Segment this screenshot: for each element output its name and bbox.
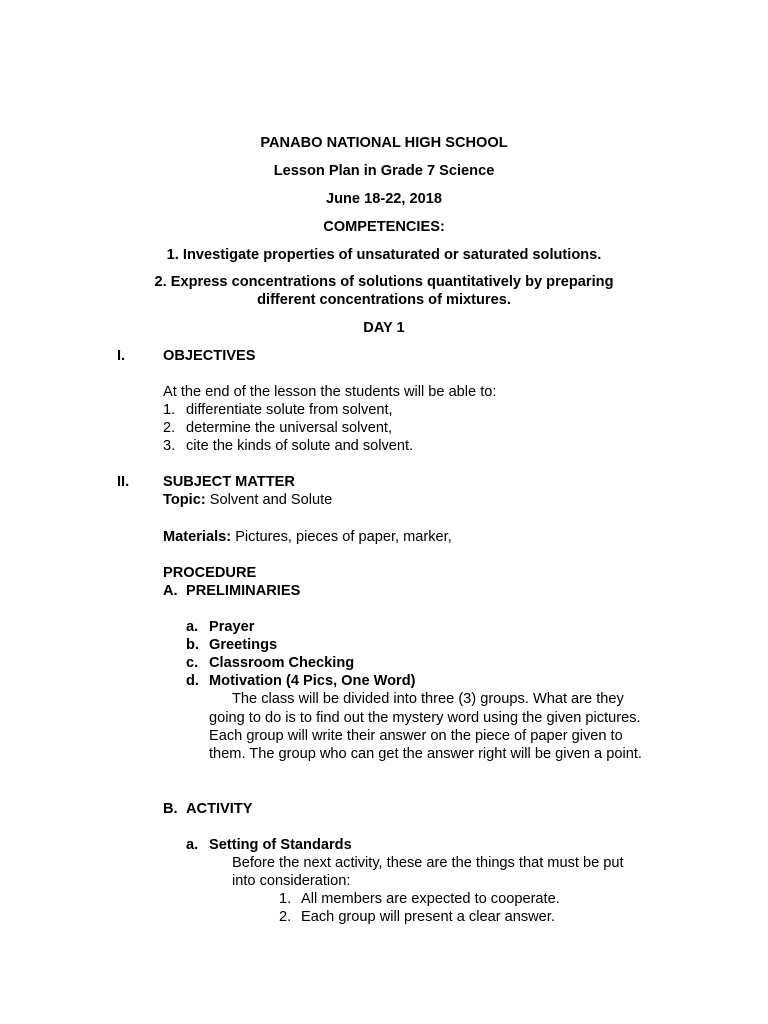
activity-letter: B. [163, 801, 178, 817]
competency-2-line-2: different concentrations of mixtures. [257, 292, 511, 308]
rule-item: All members are expected to cooperate. [301, 891, 560, 907]
objective-item: differentiate solute from solvent, [186, 402, 393, 418]
standards-text-line: into consideration: [232, 873, 351, 889]
topic-line [163, 491, 332, 509]
school-name: PANABO NATIONAL HIGH SCHOOL [260, 135, 508, 151]
objectives-intro: At the end of the lesson the students will be able to: [163, 384, 497, 400]
rule-number: 2. [279, 909, 292, 925]
preliminary-item: Classroom Checking [209, 655, 355, 671]
standards-heading: Setting of Standards [209, 837, 352, 853]
rule-number: 1. [279, 891, 292, 907]
objectives-numeral: I. [117, 348, 126, 364]
motivation-text-line: The class will be divided into three (3) groups. What are they [232, 691, 624, 707]
preliminaries-heading: PRELIMINARIES [186, 583, 301, 599]
motivation-text-line: going to do is to find out the mystery word using the given pictures. [209, 710, 641, 726]
topic-value: Solvent and Solute [205, 492, 333, 508]
preliminary-item: Prayer [209, 619, 255, 635]
activity-heading: ACTIVITY [186, 801, 253, 817]
standards-letter: a. [186, 837, 199, 853]
objective-number: 3. [163, 438, 176, 454]
preliminary-letter: b. [186, 637, 199, 653]
objective-item: cite the kinds of solute and solvent. [186, 438, 414, 454]
preliminary-item: Motivation (4 Pics, One Word) [209, 673, 416, 689]
preliminary-letter: a. [186, 619, 199, 635]
preliminaries-letter: A. [163, 583, 178, 599]
motivation-text-line: Each group will write their answer on the piece of paper given to [209, 728, 623, 744]
objective-number: 2. [163, 420, 176, 436]
standards-text-line: Before the next activity, these are the things that must be put [232, 855, 624, 871]
preliminary-item: Greetings [209, 637, 278, 653]
preliminary-letter: c. [186, 655, 199, 671]
lesson-plan-title: Lesson Plan in Grade 7 Science [273, 163, 495, 179]
subject-matter-heading: SUBJECT MATTER [163, 474, 295, 490]
procedure-heading: PROCEDURE [163, 565, 257, 581]
competency-1: 1. Investigate properties of unsaturated or saturated solutions. [166, 247, 602, 263]
preliminary-letter: d. [186, 673, 199, 689]
motivation-text-line: them. The group who can get the answer right will be given a point. [209, 746, 642, 762]
day-label: DAY 1 [363, 320, 405, 336]
competency-2-line-1: 2. Express concentrations of solutions quantitatively by preparing [154, 274, 614, 290]
rule-item: Each group will present a clear answer. [301, 909, 555, 925]
competencies-heading: COMPETENCIES: [323, 219, 445, 235]
materials-value: Pictures, pieces of paper, marker, [231, 529, 452, 545]
objectives-heading: OBJECTIVES [163, 348, 256, 364]
objective-item: determine the universal solvent, [186, 420, 393, 436]
lesson-date: June 18-22, 2018 [325, 191, 443, 207]
materials-line [163, 528, 452, 546]
subject-matter-numeral: II. [117, 474, 130, 490]
materials-label: Materials: [163, 529, 232, 545]
objective-number: 1. [163, 402, 176, 418]
topic-label: Topic: [163, 492, 206, 508]
